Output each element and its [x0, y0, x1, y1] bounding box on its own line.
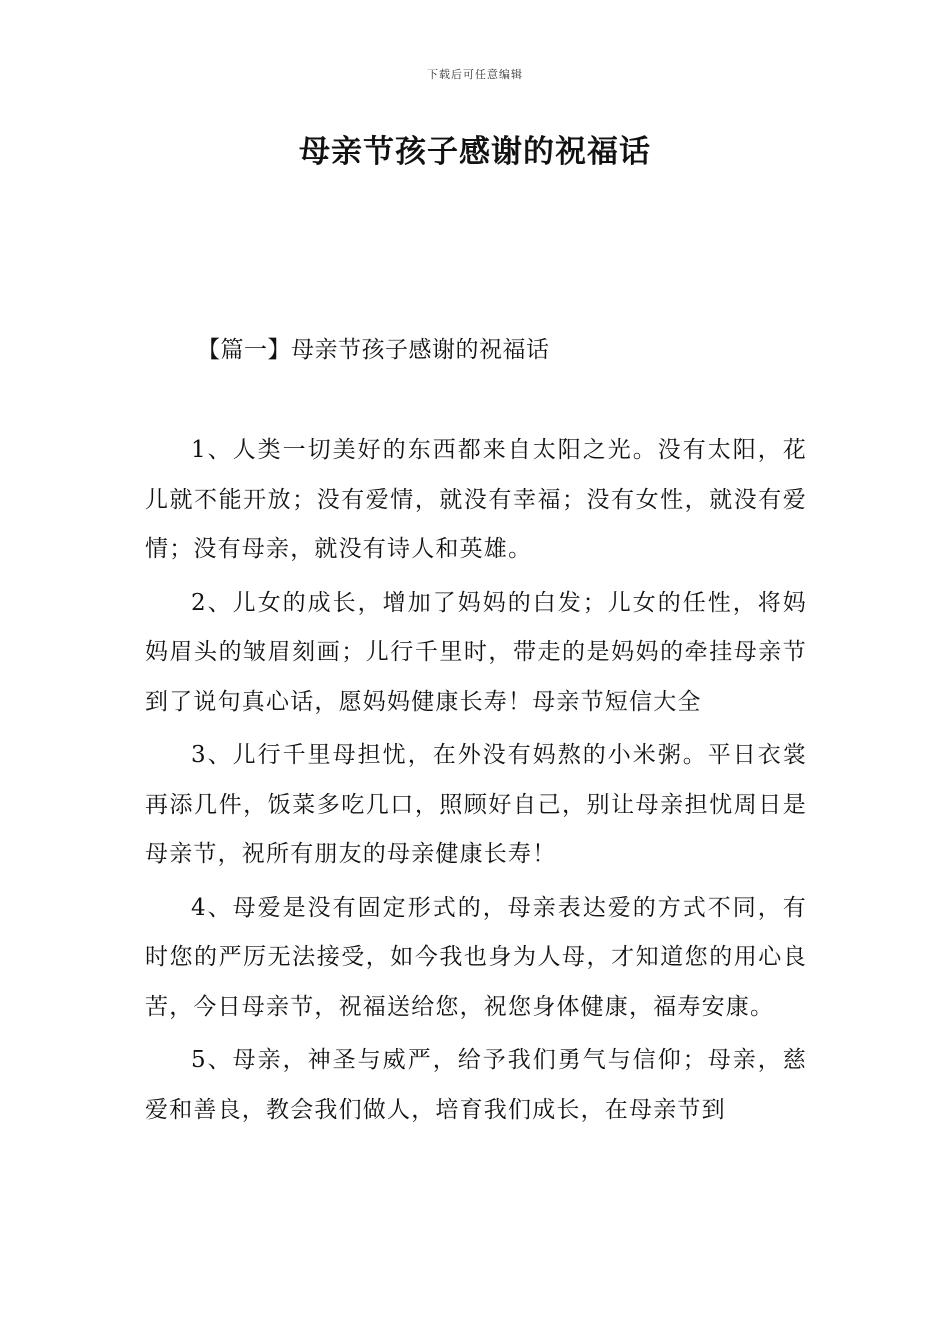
paragraph-3: 3、儿行千里母担忧，在外没有妈熬的小米粥。平日衣裳再添几件，饭菜多吃几口，照顾好自己，别让母亲担忧周日是母亲节，祝所有朋友的母亲健康长寿！ [145, 742, 807, 867]
paragraph-5: 5、母亲，神圣与威严，给予我们勇气与信仰；母亲，慈爱和善良，教会我们做人，培育我们成长，在母亲节到 [145, 1047, 807, 1123]
document-body [145, 426, 807, 1139]
header-note: 下载后可任意编辑 [427, 68, 523, 81]
document-title: 母亲节孩子感谢的祝福话 [299, 134, 651, 170]
paragraph-1: 1、人类一切美好的东西都来自太阳之光。没有太阳，花儿就不能开放；没有爱情，就没有幸福；没有女性，就没有爱情；没有母亲，就没有诗人和英雄。 [145, 437, 807, 562]
paragraph-2: 2、儿女的成长，增加了妈妈的白发；儿女的任性，将妈妈眉头的皱眉刻画；儿行千里时，带走的是妈妈的牵挂母亲节到了说句真心话，愿妈妈健康长寿！母亲节短信大全 [145, 589, 807, 715]
section-heading: 【篇一】母亲节孩子感谢的祝福话 [197, 337, 550, 363]
paragraph-4: 4、母爱是没有固定形式的，母亲表达爱的方式不同，有时您的严厉无法接受，如今我也身为人母，才知道您的用心良苦，今日母亲节，祝福送给您，祝您身体健康，福寿安康。 [145, 894, 807, 1020]
